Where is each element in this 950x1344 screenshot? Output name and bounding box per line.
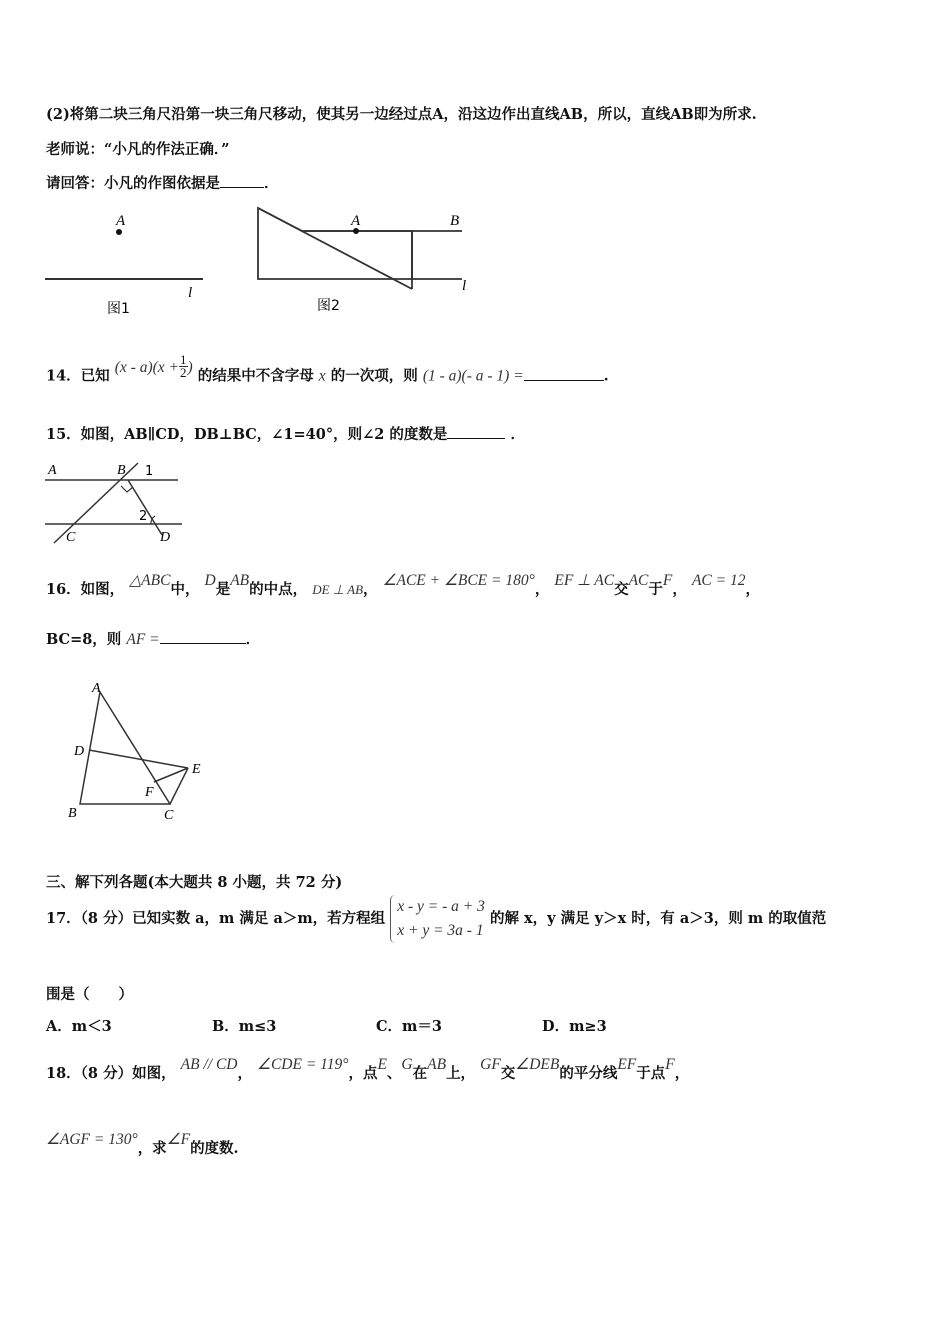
q18-pre: 18．（8 分）如图， xyxy=(46,1065,176,1082)
q14-expr-left: (x - a)(x + xyxy=(114,358,179,376)
q13-ask-end: ． xyxy=(264,175,279,192)
q16-triangle-abc xyxy=(80,692,170,804)
q16-label-d: D xyxy=(74,744,85,759)
q15-answer-blank xyxy=(447,424,505,439)
q18-c1: ， xyxy=(237,1065,252,1082)
q18-t8: ，求 xyxy=(137,1140,167,1157)
q16-f: F xyxy=(662,572,673,589)
q15-label-2: 2 xyxy=(139,509,148,524)
q14-frac-num: 1 xyxy=(180,352,187,367)
q16-t1: 中， xyxy=(170,581,200,598)
q16-t3: 的中点， xyxy=(249,581,308,598)
q14-fraction xyxy=(179,354,188,379)
q18-line2 xyxy=(46,1131,239,1158)
q13-step2: (2)将第二块三角尺沿第一块三角尺移动，使其另一边经过点A，沿这边作出直线AB，所以，直线AB即为所求. xyxy=(46,106,757,123)
q16-line1 xyxy=(46,572,760,599)
q16-af: AF = xyxy=(126,631,160,648)
q17-line2: 围是（ ） xyxy=(46,986,133,1003)
q14 xyxy=(46,352,609,389)
q13-figure-2 xyxy=(250,200,480,320)
q18-t9: 的度数. xyxy=(190,1140,239,1157)
q15-label-c: C xyxy=(66,530,76,545)
q16-label-e: E xyxy=(192,762,201,777)
q13-ask xyxy=(46,172,279,193)
q18-ab: AB xyxy=(427,1056,447,1073)
q18-g: G xyxy=(401,1056,413,1073)
fig2-caption: 图2 xyxy=(317,298,340,314)
fig1-line-label: l xyxy=(188,285,193,301)
fig2-label-a: A xyxy=(351,213,361,229)
q17-option-d[interactable]: D．m≥3 xyxy=(542,1018,607,1035)
fig2-diagonal xyxy=(258,208,412,289)
q16-label-c: C xyxy=(164,808,174,823)
fig2-triangle-ruler-outline xyxy=(258,208,412,279)
q16-line-ec xyxy=(170,768,188,804)
fig2-label-b: B xyxy=(450,213,460,229)
q15-label-1: 1 xyxy=(145,464,154,479)
q16-ac: AC xyxy=(628,572,649,589)
q18-cde: ∠CDE = 119° xyxy=(257,1056,349,1073)
q13-ask-text: 请回答：小凡的作图依据是 xyxy=(46,175,220,192)
q18-agf: ∠AGF = 130° xyxy=(46,1131,138,1148)
q15 xyxy=(46,423,525,444)
q18-t2: 、 xyxy=(386,1065,402,1082)
q14-end: . xyxy=(603,367,609,385)
q16-ab: AB xyxy=(230,572,250,589)
q14-mid2: 的一次项，则 xyxy=(330,367,418,385)
q18-f: F xyxy=(665,1056,675,1073)
q18-t3: 在 xyxy=(412,1065,428,1082)
q14-mid: 的结果中不含字母 xyxy=(197,367,314,385)
q13-figure-1 xyxy=(40,205,220,320)
q17-line1 xyxy=(46,895,826,943)
q15-label-a: A xyxy=(48,463,57,478)
q16-figure xyxy=(60,678,220,828)
q14-frac-den: 2 xyxy=(180,365,187,380)
q15-right-angle-mark xyxy=(121,486,133,492)
fig1-point xyxy=(116,229,122,235)
q17-equation-system xyxy=(390,895,485,943)
q15-line-bd xyxy=(128,480,162,535)
q15-text: 15．如图，AB∥CD，DB⊥BC，∠1=40°，则∠2 的度数是 xyxy=(46,426,448,443)
q18-ab-cd: AB // CD xyxy=(180,1056,238,1073)
q18-t5: 交 xyxy=(500,1065,516,1082)
q15-label-b: B xyxy=(117,463,126,478)
q16-perp: DE ⊥ AB xyxy=(312,582,364,597)
q16-ef-perp: EF ⊥ AC xyxy=(554,572,615,589)
q18-gf: GF xyxy=(480,1056,501,1073)
q16-label-b: B xyxy=(68,806,77,821)
q16-c1: ， xyxy=(363,581,378,598)
q13-teacher: 老师说：“小凡的作法正确．” xyxy=(46,141,230,158)
q14-expr-right: ) xyxy=(187,358,193,376)
q15-figure xyxy=(40,455,190,550)
q14-var: x xyxy=(318,367,326,385)
q14-number: 14． xyxy=(46,367,81,385)
q18-t6: 的平分线 xyxy=(559,1065,618,1082)
q16-line2 xyxy=(46,628,260,649)
section-3-heading: 三、解下列各题(本大题共 8 小题，共 72 分) xyxy=(46,874,343,891)
q15-end: ． xyxy=(510,426,525,443)
q14-answer-blank xyxy=(524,366,604,381)
q16-label-f: F xyxy=(145,785,154,800)
q18-t1: ，点 xyxy=(348,1065,378,1082)
q17-eq2: x + y = 3a - 1 xyxy=(397,922,484,939)
fig1-point-label: A xyxy=(116,213,126,229)
q18-e: E xyxy=(377,1056,387,1073)
q16-line2-pre: BC=8，则 xyxy=(46,631,122,648)
q17-option-c[interactable]: C．m＝3 xyxy=(376,1018,442,1035)
q17-option-b[interactable]: B．m≤3 xyxy=(212,1018,277,1035)
q14-pre: 已知 xyxy=(80,367,110,385)
q16-t2: 是 xyxy=(215,581,231,598)
q18-angle-f: ∠F xyxy=(166,1131,191,1148)
q17-pre: 17．（8 分）已知实数 a，m 满足 a＞m，若方程组 xyxy=(46,910,386,927)
q16-answer-blank xyxy=(160,629,246,644)
q16-t5: 于 xyxy=(648,581,663,598)
q16-triangle: △ABC xyxy=(129,572,171,589)
fig1-caption: 图1 xyxy=(107,301,130,317)
q16-c3: ， xyxy=(672,581,687,598)
q14-expr2: (1 - a)(- a - 1) = xyxy=(422,367,524,385)
fig2-label-l: l xyxy=(462,278,467,294)
q17-eq1: x - y = - a + 3 xyxy=(397,898,485,915)
q17-option-a[interactable]: A．m＜3 xyxy=(46,1018,112,1035)
q16-number: 16．如图， xyxy=(46,581,125,598)
q18-t4: 上， xyxy=(446,1065,476,1082)
q16-ac12: AC = 12 xyxy=(691,572,746,589)
q16-c4: ， xyxy=(745,581,760,598)
q13-answer-blank xyxy=(220,173,264,188)
q16-angle-sum: ∠ACE + ∠BCE = 180° xyxy=(382,572,535,589)
q17-post: 的解 x，y 满足 y＞x 时，有 a＞3，则 m 的取值范 xyxy=(489,910,827,927)
q18-c2: ， xyxy=(674,1065,690,1082)
q18-t7: 于点 xyxy=(636,1065,666,1082)
q16-line-ef xyxy=(154,768,188,782)
q16-t4: 交 xyxy=(614,581,629,598)
q16-line2-end: ． xyxy=(245,631,261,648)
q18-line1 xyxy=(46,1056,690,1083)
q18-ef: EF xyxy=(617,1056,637,1073)
q16-label-a: A xyxy=(92,681,101,696)
q16-c2: ， xyxy=(534,581,550,598)
q15-label-d: D xyxy=(160,530,171,545)
q16-d: D xyxy=(204,572,216,589)
q18-deb: ∠DEB xyxy=(515,1056,560,1073)
